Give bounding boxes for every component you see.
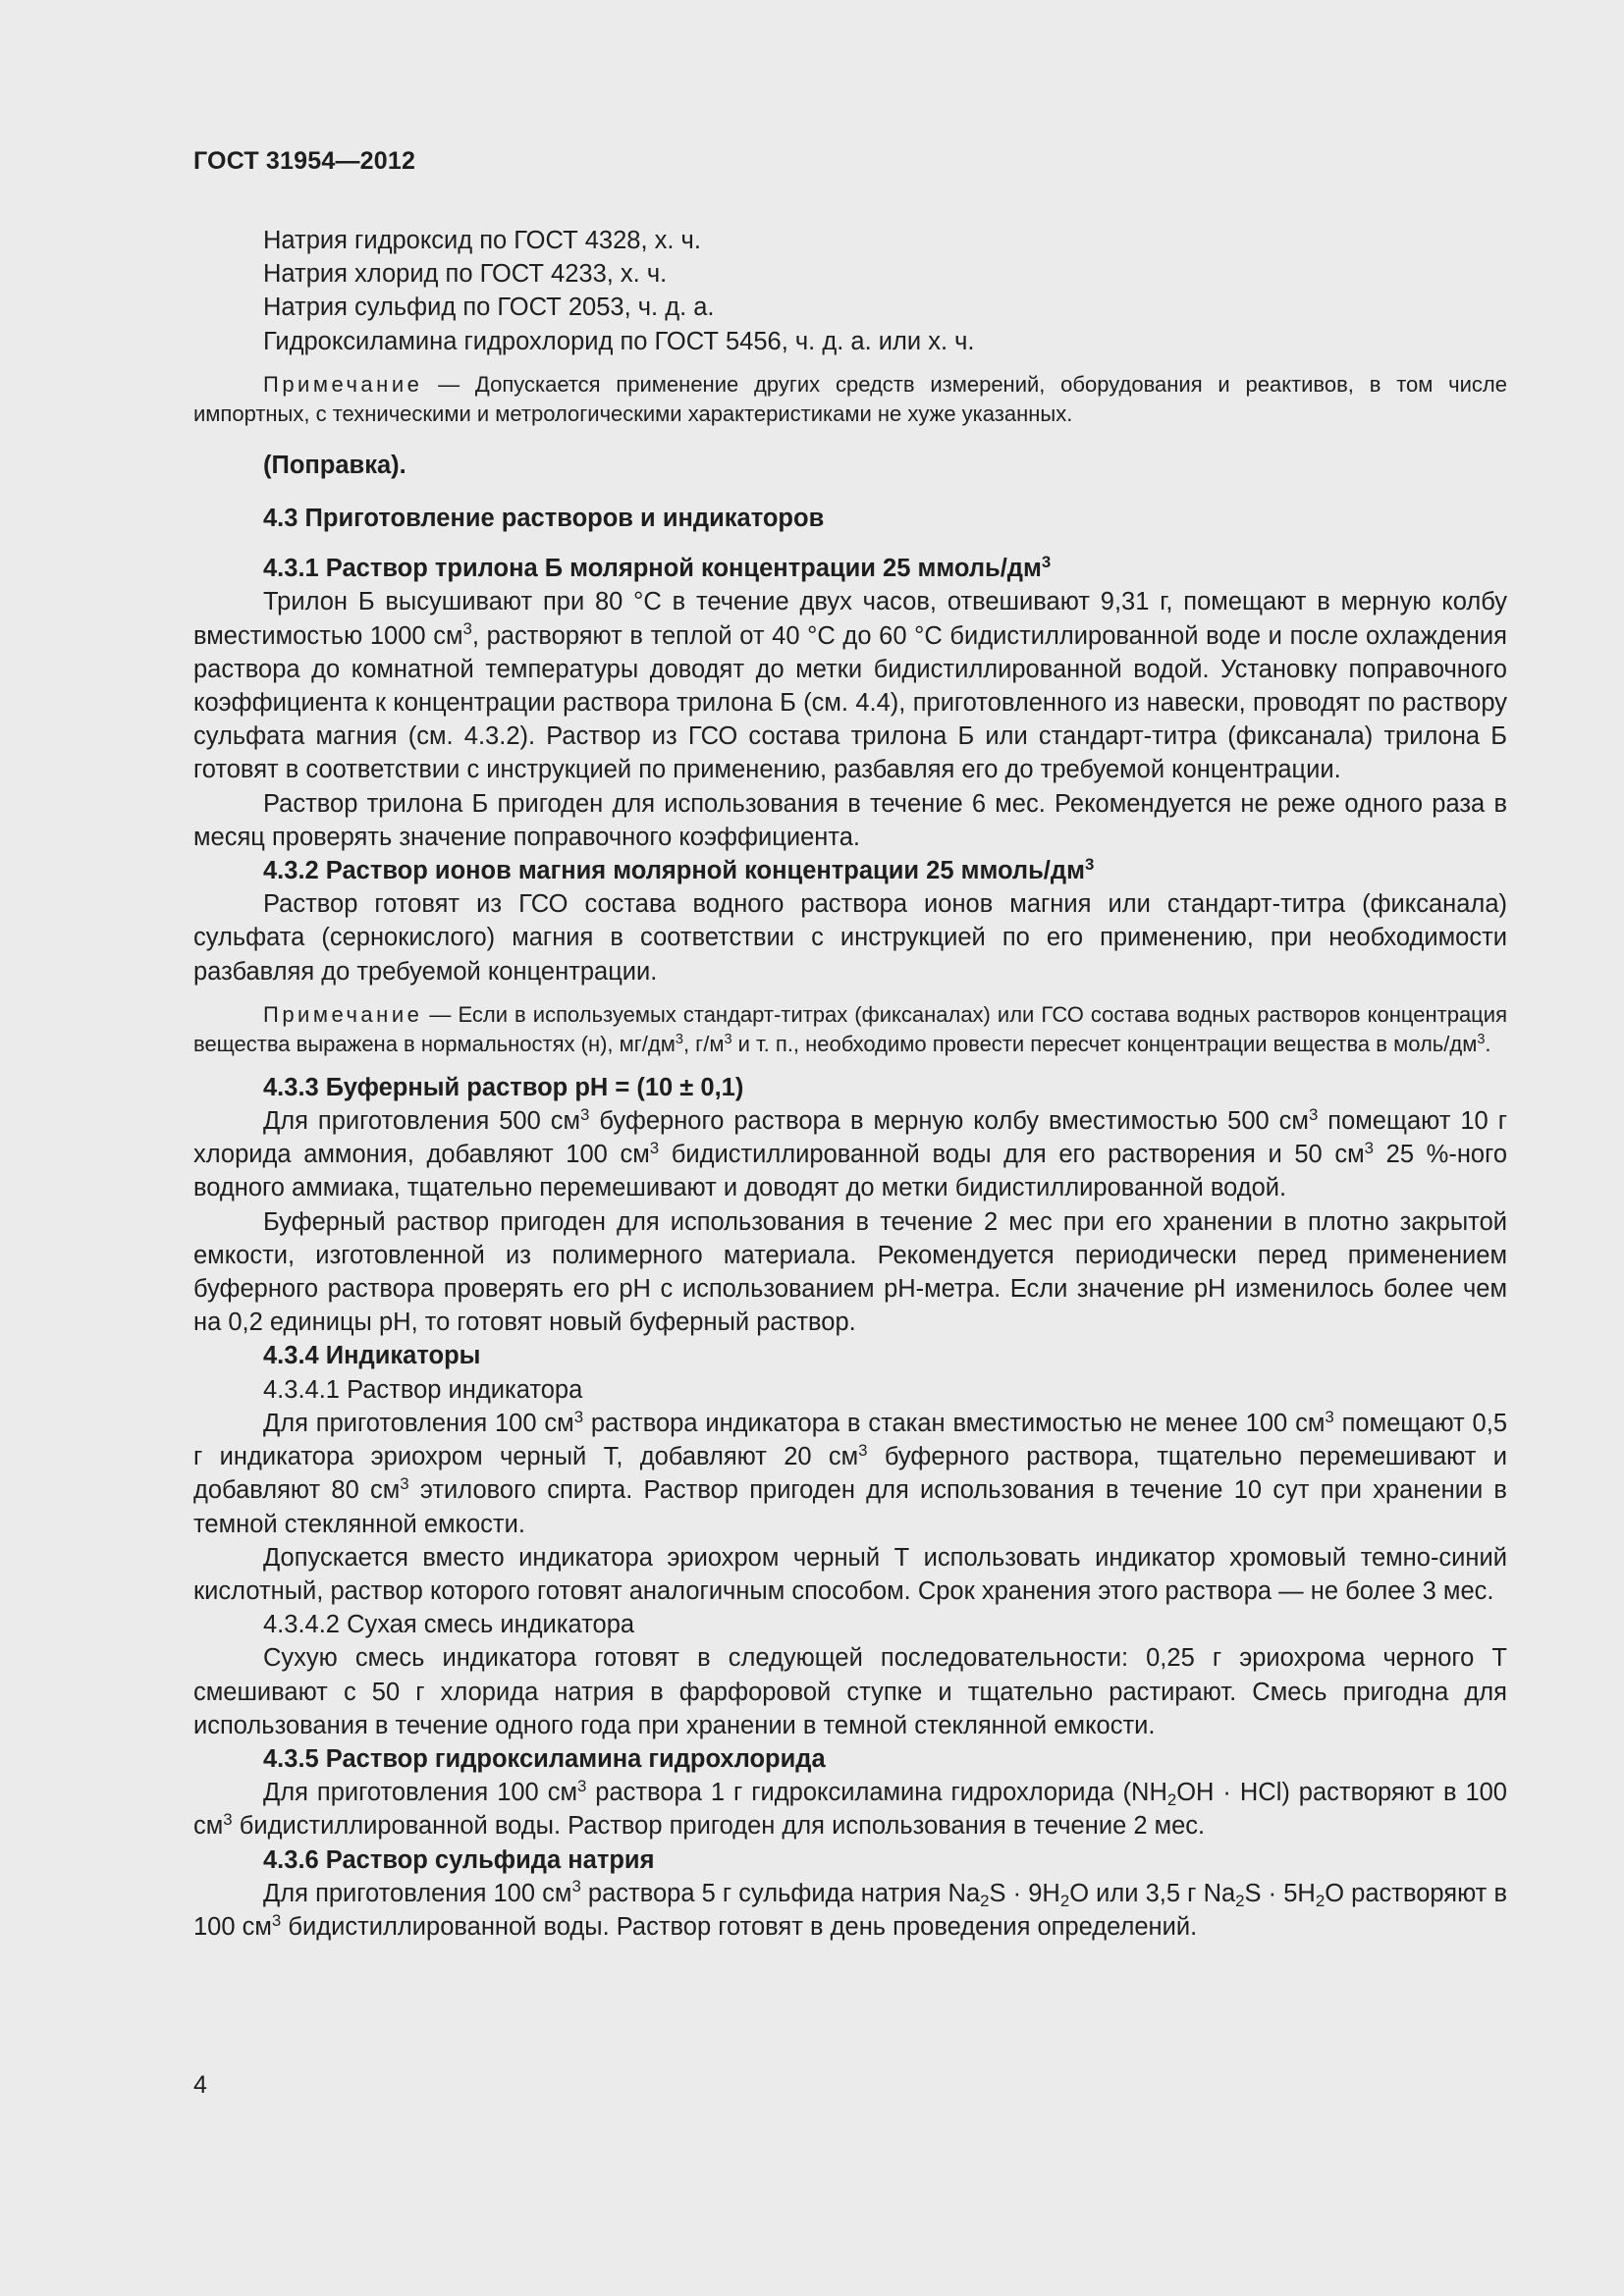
note-block: Примечание — Если в используемых стандарт-титрах (фиксаналах) или ГСО состава водных растворов концентрация вещества выражена в нормальностях (н), $мг/дм^3$, $г/м^3$ и т. п., необходимо провести пересчет концентрации вещества в моль/$дм^3$. <box>193 1001 1507 1056</box>
document-header: ГОСТ 31954—2012 <box>193 147 416 175</box>
paragraph: Для приготовления 100 $см^3$ раствора индикатора в стакан вместимостью не менее 100 $см^3$ помещают 0,5 г индикатора эриохром черный Т, добавляют 20 $см^3$ буферного раствора, тщательно перемешивают и добавляют 80 $см^3$ этилового спирта. Раствор пригоден для использования в течение 10 сут при хранении в темной стеклянной емкости. <box>193 1407 1508 1538</box>
reagent-line: Натрия сульфид по ГОСТ 2053, ч. д. а. <box>263 294 715 322</box>
paragraph: Сухую смесь индикатора готовят в следующей последовательности: 0,25 г эриохрома черного Т смешивают с 50 г хлорида натрия в фарфоровой ступке и тщательно растирают. Смесь пригодна для использования в течение одного года при хранении в темной стеклянной емкости. <box>193 1644 1507 1739</box>
note-text: — Допускается применение других средств измерений, оборудования и реактивов, в том числе импортных, с техническими и метрологическими характеристиками не хуже указанных. <box>193 371 1507 426</box>
paragraph: Для приготовления 500 $см^3$ буферного раствора в мерную колбу вместимостью 500 $см^3$ помещают 10 г хлорида аммония, добавляют 100 $см^3$ бидистиллированной воды для его растворения и 50 $см^3$ 25 %-ного водного аммиака, тщательно перемешивают и доводят до метки бидистиллированной водой. <box>193 1104 1508 1202</box>
section-heading-4-3-6: 4.3.6 Раствор сульфида натрия <box>263 1845 655 1874</box>
paragraph: Буферный раствор пригоден для использования в течение 2 мес при его хранении в плотно закрытой емкости, изготовленной из полимерного материала. Рекомендуется периодически перед применением буферного раствора проверять его рН с использованием рН-метра. Если значение рН изменилось более чем на 0,2 единицы рН, то готовят новый буферный раствор. <box>193 1207 1507 1337</box>
reagent-line: Гидроксиламина гидрохлорид по ГОСТ 5456, ч. д. а. или х. ч. <box>263 327 975 355</box>
page-number: 4 <box>193 2071 207 2099</box>
section-heading-4-3-2: 4.3.2 Раствор ионов магния молярной концентрации 25 ммоль/$дм^3$ <box>263 854 1095 885</box>
subsection-heading-4-3-4-1: 4.3.4.1 Раствор индикатора <box>263 1375 583 1404</box>
paragraph: Раствор трилона Б пригоден для использования в течение 6 мес. Рекомендуется не реже одного раза в месяц проверять значение поправочного коэффициента. <box>193 789 1507 851</box>
paragraph: Трилон Б высушивают при 80 °С в течение двух часов, отвешивают 9,31 г, помещают в мерную колбу вместимостью 1000 $см^3$, растворяют в теплой от 40 °С до 60 °С бидистиллированной воде и после охлаждения раствора до комнатной температуры доводят до метки бидистиллированной водой. Установку поправочного коэффициента к концентрации раствора трилона Б (см. 4.4), приготовленного из навески, проводят по раствору сульфата магния (см. 4.3.2). Раствор из ГСО состава трилона Б или стандарт-титра (фиксанала) трилона Б готовят в соответствии с инструкцией по применению, разбавляя его до требуемой концентрации. <box>193 588 1507 784</box>
section-heading-4-3: 4.3 Приготовление растворов и индикаторов <box>263 505 825 533</box>
note-block <box>193 370 1507 429</box>
paragraph: Допускается вместо индикатора эриохром черный Т использовать индикатор хромовый темно-синий кислотный, раствор которого готовят аналогичным способом. Срок хранения этого раствора — не более 3 мес. <box>193 1543 1507 1605</box>
paragraph: Для приготовления 100 $см^3$ раствора 5 г сульфида натрия $Na_2S \cdot 9H_2O$ или 3,5 г $Na_2S \cdot 5H_2O$ растворяют в 100 $см^3$ бидистиллированной воды. Раствор готовят в день проведения определений. <box>193 1877 1507 1941</box>
paragraph: Раствор готовят из ГСО состава водного раствора ионов магния или стандарт-титра (фиксанала) сульфата (сернокислого) магния в соответствии с инструкцией по его применению, при необходимости разбавляя до требуемой концентрации. <box>193 890 1507 986</box>
section-heading-4-3-1: 4.3.1 Раствор трилона Б молярной концентрации 25 ммоль/$дм^3$ <box>263 552 1052 583</box>
reagent-line: Натрия гидроксид по ГОСТ 4328, х. ч. <box>263 227 701 254</box>
subsection-heading-4-3-4-2: 4.3.4.2 Сухая смесь индикатора <box>263 1611 635 1639</box>
paragraph: Для приготовления 100 $см^3$ раствора 1 г гидроксиламина гидрохлорида $(NH_2OH \cdot HCl)$ растворяют в 100 $см^3$ бидистиллированной воды. Раствор пригоден для использования в течение 2 мес. <box>193 1776 1507 1841</box>
amendment-mark: (Поправка). <box>263 451 406 479</box>
section-heading-4-3-5: 4.3.5 Раствор гидроксиламина гидрохлорида <box>263 1744 826 1773</box>
section-heading-4-3-4: 4.3.4 Индикаторы <box>263 1342 481 1370</box>
page-body <box>193 224 1507 1944</box>
section-heading-4-3-3: 4.3.3 Буферный раствор рН = (10 ± 0,1) <box>263 1073 744 1101</box>
note-label: Примечание <box>263 371 423 397</box>
reagent-line: Натрия хлорид по ГОСТ 4233, х. ч. <box>263 260 668 289</box>
note-label: Примечание <box>263 1001 423 1027</box>
